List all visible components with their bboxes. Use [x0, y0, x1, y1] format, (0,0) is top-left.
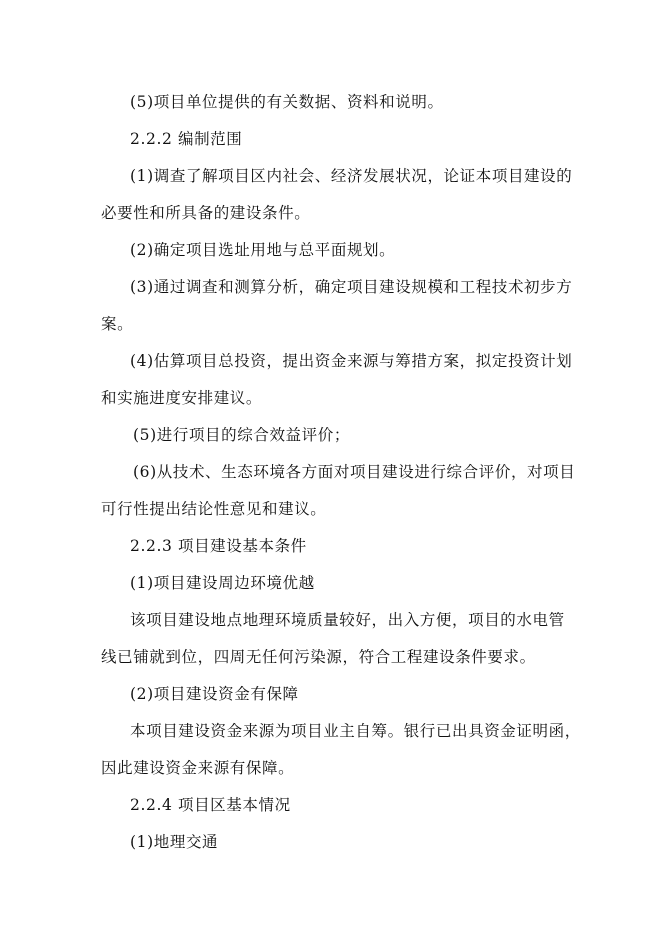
section-heading: 2.2.3 项目建设基本条件 [130, 537, 307, 555]
paragraph-line: 和实施进度安排建议。 [101, 389, 263, 407]
paragraph-line: (3)通过调查和测算分析，确定项目建设规模和工程技术初步方 [130, 278, 573, 296]
section-heading: 2.2.2 编制范围 [130, 130, 243, 148]
paragraph-line: 必要性和所具备的建设条件。 [101, 204, 311, 222]
section-heading: 2.2.4 项目区基本情况 [130, 796, 291, 814]
list-item: (2)项目建设资金有保障 [130, 685, 299, 703]
paragraph-line: 该项目建设地点地理环境质量较好，出入方便，项目的水电管 [130, 611, 565, 629]
list-item: (2)确定项目选址用地与总平面规划。 [130, 241, 396, 259]
paragraph-line: (4)估算项目总投资，提出资金来源与筹措方案，拟定投资计划 [130, 352, 573, 370]
list-item: (5)项目单位提供的有关数据、资料和说明。 [130, 93, 444, 111]
list-item: (1)项目建设周边环境优越 [130, 574, 315, 592]
paragraph-line: 案。 [101, 315, 134, 333]
list-item: (5)进行项目的综合效益评价； [133, 426, 350, 444]
paragraph-line: 因此建设资金来源有保障。 [101, 759, 295, 777]
paragraph-line: 本项目建设资金来源为项目业主自筹。银行已出具资金证明函， [130, 722, 581, 740]
paragraph-line: (1)调查了解项目区内社会、经济发展状况，论证本项目建设的 [130, 167, 573, 185]
paragraph-line: (6)从技术、生态环境各方面对项目建设进行综合评价，对项目 [133, 463, 576, 481]
paragraph-line: 可行性提出结论性意见和建议。 [101, 500, 327, 518]
paragraph-line: 线已铺就到位，四周无任何污染源，符合工程建设条件要求。 [101, 648, 536, 666]
list-item: (1)地理交通 [130, 833, 219, 851]
